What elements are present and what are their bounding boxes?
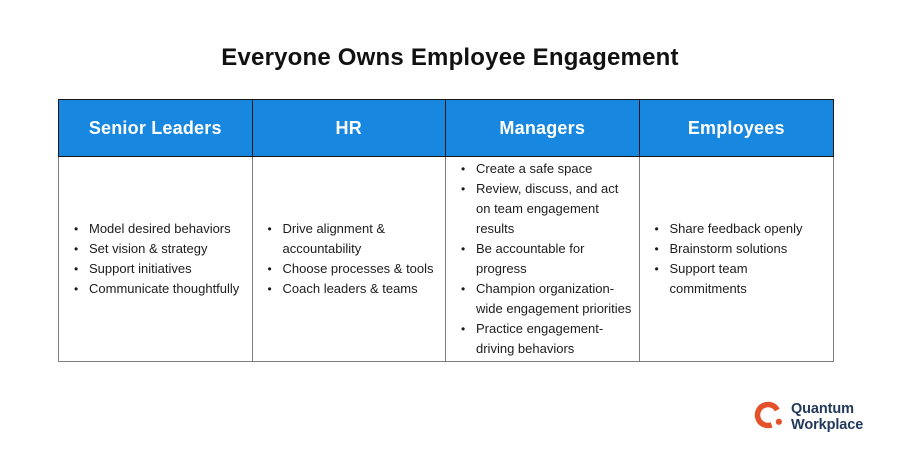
bullet-item: • Champion organization-wide engagement priorities bbox=[459, 279, 633, 319]
column-body-managers bbox=[446, 157, 640, 361]
bullet-item: • Share feedback openly bbox=[653, 219, 828, 239]
q-tail-dot bbox=[776, 419, 782, 425]
bullet-item: • Choose processes & tools bbox=[266, 259, 440, 279]
column-body-hr bbox=[253, 157, 447, 361]
quantum-q-icon bbox=[754, 399, 786, 435]
bullet-item: • Communicate thoughtfully bbox=[72, 279, 239, 299]
table-body-row bbox=[58, 157, 834, 362]
bullet-item: • Drive alignment & accountability bbox=[266, 219, 440, 259]
bullet-list-managers bbox=[446, 159, 639, 359]
logo-wordmark bbox=[791, 402, 863, 433]
engagement-table bbox=[58, 99, 834, 362]
logo-text-line1: Quantum bbox=[791, 401, 854, 417]
bullet-item: • Practice engagement-driving behaviors bbox=[459, 319, 633, 359]
table-header-row bbox=[58, 99, 834, 157]
bullet-list-senior-leaders bbox=[59, 219, 245, 299]
bullet-list-hr bbox=[253, 219, 446, 299]
bullet-item: • Brainstorm solutions bbox=[653, 239, 828, 259]
bullet-item: • Support initiatives bbox=[72, 259, 239, 279]
bullet-item: • Be accountable for progress bbox=[459, 239, 633, 279]
bullet-item: • Coach leaders & teams bbox=[266, 279, 440, 299]
quantum-workplace-logo bbox=[754, 399, 863, 435]
bullet-item: • Create a safe space bbox=[459, 159, 633, 179]
logo-text-line2: Workplace bbox=[791, 416, 864, 433]
column-header-managers: Managers bbox=[446, 100, 640, 156]
bullet-item: • Review, discuss, and act on team engagement results bbox=[459, 179, 633, 239]
column-body-senior-leaders bbox=[59, 157, 253, 361]
page-title: Everyone Owns Employee Engagement bbox=[221, 44, 679, 71]
column-header-employees: Employees bbox=[640, 100, 834, 156]
column-header-senior-leaders: Senior Leaders bbox=[59, 100, 253, 156]
bullet-item: • Set vision & strategy bbox=[72, 239, 239, 259]
bullet-item: • Model desired behaviors bbox=[72, 219, 239, 239]
bullet-item: • Support team commitments bbox=[653, 259, 828, 299]
bullet-list-employees bbox=[640, 219, 834, 299]
column-header-hr: HR bbox=[253, 100, 447, 156]
column-body-employees bbox=[640, 157, 834, 361]
